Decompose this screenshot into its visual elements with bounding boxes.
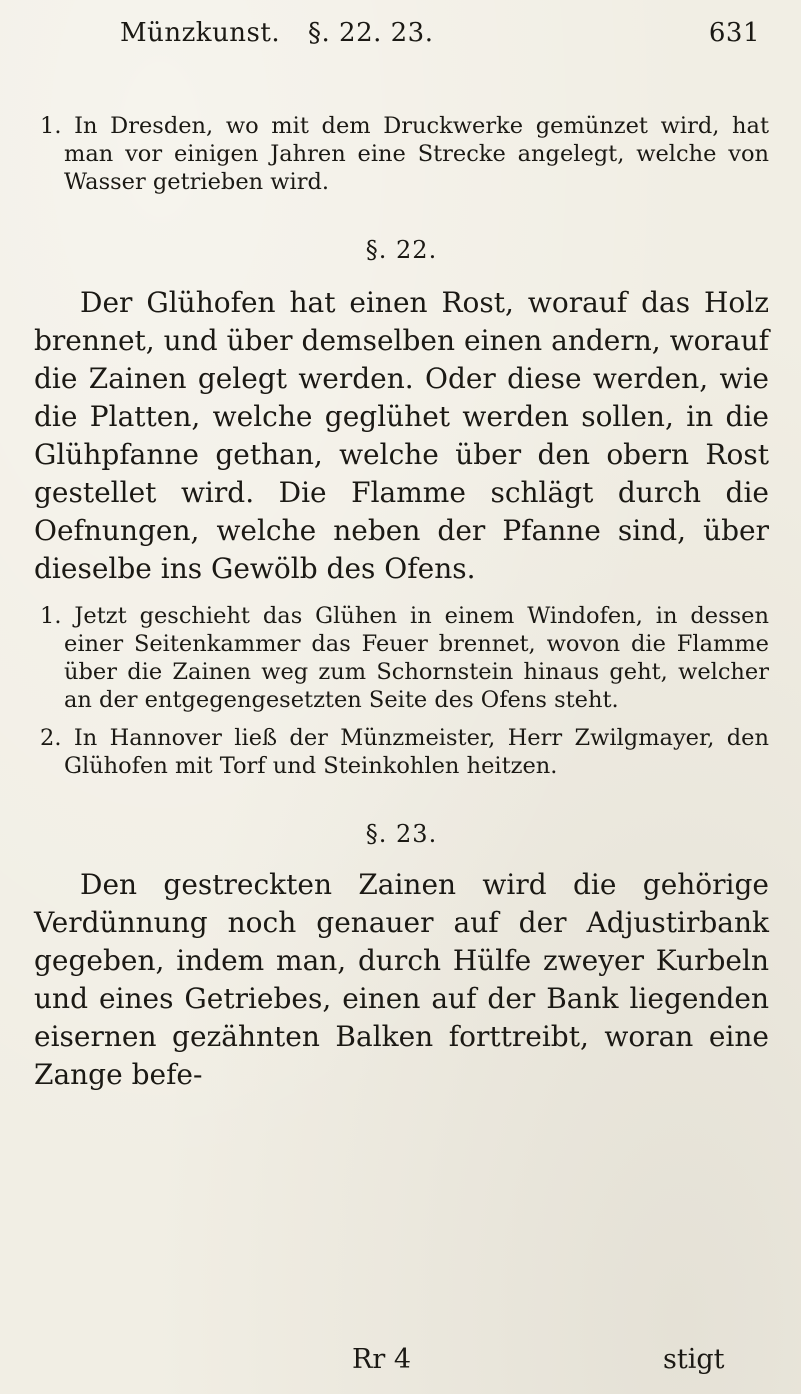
note-hannover: 2. In Hannover ließ der Münzmeister, Herr Zwilgmayer, den Glühofen mit Torf und Steinkohlen heitzen.: [40, 725, 769, 779]
section-heading-23: §. 23.: [365, 820, 438, 848]
text-block: [34, 112, 769, 1094]
section-23-paragraph: Den gestreckten Zainen wird die gehörige Verdünnung noch genauer auf der Adjustirbank gegeben, indem man, durch Hülfe zweyer Kurbeln und eines Getriebes, einen auf der Bank liegenden eisernen gezähnten Balken forttreibt, woran eine Zange befe-: [34, 868, 769, 1091]
signature-mark: Rr 4: [352, 1344, 411, 1375]
running-title: Münzkunst.: [120, 18, 281, 48]
note-dresden: 1. In Dresden, wo mit dem Druckwerke gemünzet wird, hat man vor einigen Jahren eine Strecke angelegt, welche von Wasser getrieben wird.: [40, 113, 769, 195]
section-22-paragraph: Der Glühofen hat einen Rost, worauf das Holz brennet, und über demselben einen andern, worauf die Zainen gelegt werden. Oder diese werden, wie die Platten, welche geglühet werden sollen, in die Glühpfanne gethan, welche über den obern Rost gestellet wird. Die Flamme schlägt durch die Oefnungen, welche neben der Pfanne sind, über dieselbe ins Gewölb des Ofens.: [34, 286, 769, 585]
page-footer: [0, 1344, 801, 1384]
running-section-numbers: §. 22. 23.: [308, 18, 434, 48]
section-heading-22: §. 22.: [365, 236, 438, 264]
note-windofen: 1. Jetzt geschieht das Glühen in einem Windofen, in dessen einer Seitenkammer das Feuer brennet, wovon die Flamme über die Zainen weg zum Schornstein hinaus geht, welcher an der entgegengesetzten Seite des Ofens steht.: [40, 603, 769, 713]
page-number: 631: [708, 18, 760, 48]
catchword: stigt: [663, 1344, 725, 1375]
running-head: [120, 14, 760, 54]
